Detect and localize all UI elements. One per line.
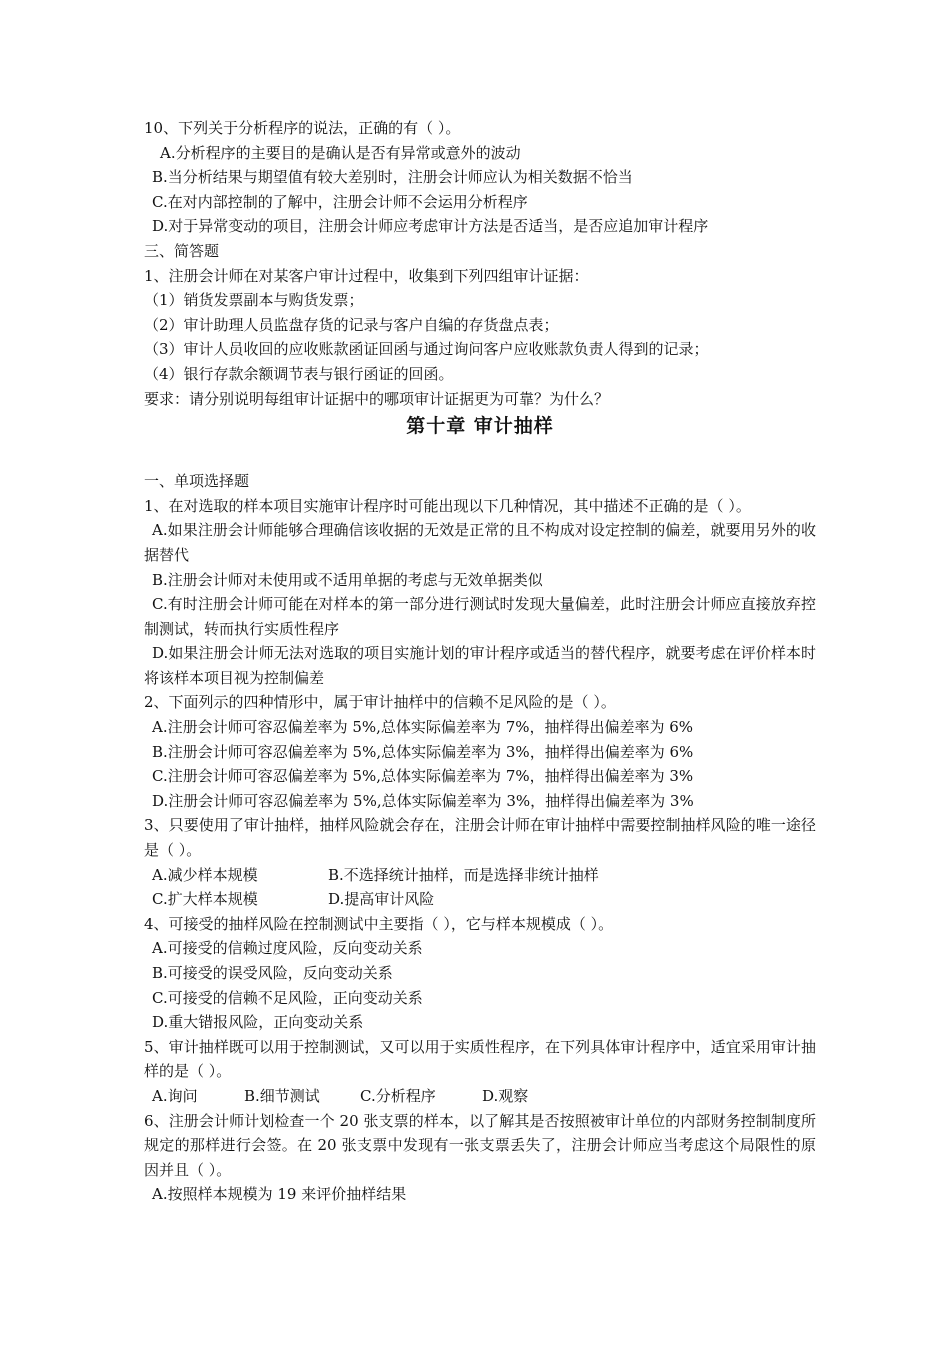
question-2-option-b: B.注册会计师可容忍偏差率为 5%,总体实际偏差率为 3%，抽样得出偏差率为 6%: [152, 742, 694, 761]
question-2-stem: 2、下面列示的四种情形中，属于审计抽样中的信赖不足风险的是（ ）。: [144, 693, 616, 712]
question-2-option-a: A.注册会计师可容忍偏差率为 5%,总体实际偏差率为 7%，抽样得出偏差率为 6%: [152, 718, 694, 737]
question-3-option-a: A.减少样本规模: [152, 865, 258, 884]
question-4-option-c: C.可接受的信赖不足风险，正向变动关系: [152, 988, 423, 1007]
question-10-option-c: C.在对内部控制的了解中，注册会计师不会运用分析程序: [152, 192, 528, 211]
question-10-stem: 10、下列关于分析程序的说法，正确的有（ ）。: [144, 119, 461, 137]
question-3-stem: 3、只要使用了审计抽样，抽样风险就会存在，注册会计师在审计抽样中需要控制抽样风险的唯一途径是（ ）。: [144, 816, 816, 860]
question-5-options: [144, 1084, 816, 1109]
question-10-option-a: A.分析程序的主要目的是确认是否有异常或意外的波动: [160, 143, 521, 162]
question-10-option-d: D.对于异常变动的项目，注册会计师应考虑审计方法是否适当，是否应追加审计程序: [152, 217, 709, 236]
short-answer-1-stem: 1、注册会计师在对某客户审计过程中，收集到下列四组审计证据：: [144, 266, 589, 285]
short-answer-1-item-2: （2）审计助理人员监盘存货的记录与客户自编的存货盘点表；: [144, 315, 559, 334]
question-10-option-b: B.当分析结果与期望值有较大差别时，注册会计师应认为相关数据不恰当: [152, 168, 633, 187]
question-4-option-a: A.可接受的信赖过度风险，反向变动关系: [152, 939, 423, 958]
question-3-option-d: D.提高审计风险: [328, 890, 435, 909]
question-3-options-row-1: [144, 863, 816, 888]
question-1-stem: 1、在对选取的样本项目实施审计程序时可能出现以下几种情况，其中描述不正确的是（ ）。: [144, 496, 751, 515]
chapter-title: 第十章 审计抽样: [406, 415, 554, 438]
question-4-stem: 4、可接受的抽样风险在控制测试中主要指（ ），它与样本规模成（ ）。: [144, 914, 614, 933]
question-5-option-d: D.观察: [482, 1086, 529, 1105]
short-answer-1-item-1: （1）销货发票副本与购货发票；: [144, 291, 364, 310]
question-6-option-a: A.按照样本规模为 19 来评价抽样结果: [152, 1185, 407, 1204]
question-5-option-a: A.询问: [152, 1086, 198, 1105]
page-content: [144, 116, 816, 1207]
question-6-stem: 6、注册会计师计划检查一个 20 张支票的样本，以了解其是否按照被审计单位的内部财务控制制度所规定的那样进行会签。在 20 张支票中发现有一张支票丢失了，注册会计师应当考虑这个局限性的原因并且（ ）。: [144, 1111, 816, 1179]
question-1-option-c-text: C.有时注册会计师可能在对样本的第一部分进行测试时发现大量偏差，此时注册会计师应直接放弃控制测试，转而执行实质性程序: [144, 595, 816, 638]
question-3-options-row-2: [144, 887, 816, 912]
question-1-option-a: [144, 518, 816, 567]
section-heading-single-choice: 一、单项选择题: [144, 472, 250, 491]
question-1-option-d-text: D.如果注册会计师无法对选取的项目实施计划的审计程序或适当的替代程序，就要考虑在评价样本时将该样本项目视为控制偏差: [144, 644, 816, 687]
question-1-option-d: [144, 641, 816, 690]
question-1-option-a-text: A.如果注册会计师能够合理确信该收据的无效是正常的且不构成对设定控制的偏差，就要用另外的收据替代: [144, 521, 816, 564]
question-2-option-d: D.注册会计师可容忍偏差率为 5%,总体实际偏差率为 3%，抽样得出偏差率为 3%: [152, 791, 694, 810]
question-4-option-d: D.重大错报风险，正向变动关系: [152, 1013, 364, 1032]
question-3-option-c: C.扩大样本规模: [152, 890, 258, 909]
question-5-option-b: B.细节测试: [244, 1086, 320, 1105]
question-5-stem: 5、审计抽样既可以用于控制测试，又可以用于实质性程序，在下列具体审计程序中，适宜采用审计抽样的是（ ）。: [144, 1037, 816, 1081]
section-heading-short-answer: 三、简答题: [144, 241, 220, 260]
short-answer-1-requirement: 要求：请分别说明每组审计证据中的哪项审计证据更为可靠？为什么？: [144, 389, 610, 408]
question-2-option-c: C.注册会计师可容忍偏差率为 5%,总体实际偏差率为 7%，抽样得出偏差率为 3%: [152, 767, 694, 786]
short-answer-1-item-3: （3）审计人员收回的应收账款函证回函与通过询问客户应收账款负责人得到的记录；: [144, 340, 709, 359]
question-4-option-b: B.可接受的误受风险，反向变动关系: [152, 964, 393, 982]
question-1-option-c: [144, 592, 816, 641]
question-3-option-b: B.不选择统计抽样，而是选择非统计抽样: [328, 865, 599, 884]
question-1-option-b: B.注册会计师对未使用或不适用单据的考虑与无效单据类似: [152, 570, 543, 589]
question-5-option-c: C.分析程序: [360, 1086, 436, 1105]
short-answer-1-item-4: （4）银行存款余额调节表与银行函证的回函。: [144, 364, 454, 383]
